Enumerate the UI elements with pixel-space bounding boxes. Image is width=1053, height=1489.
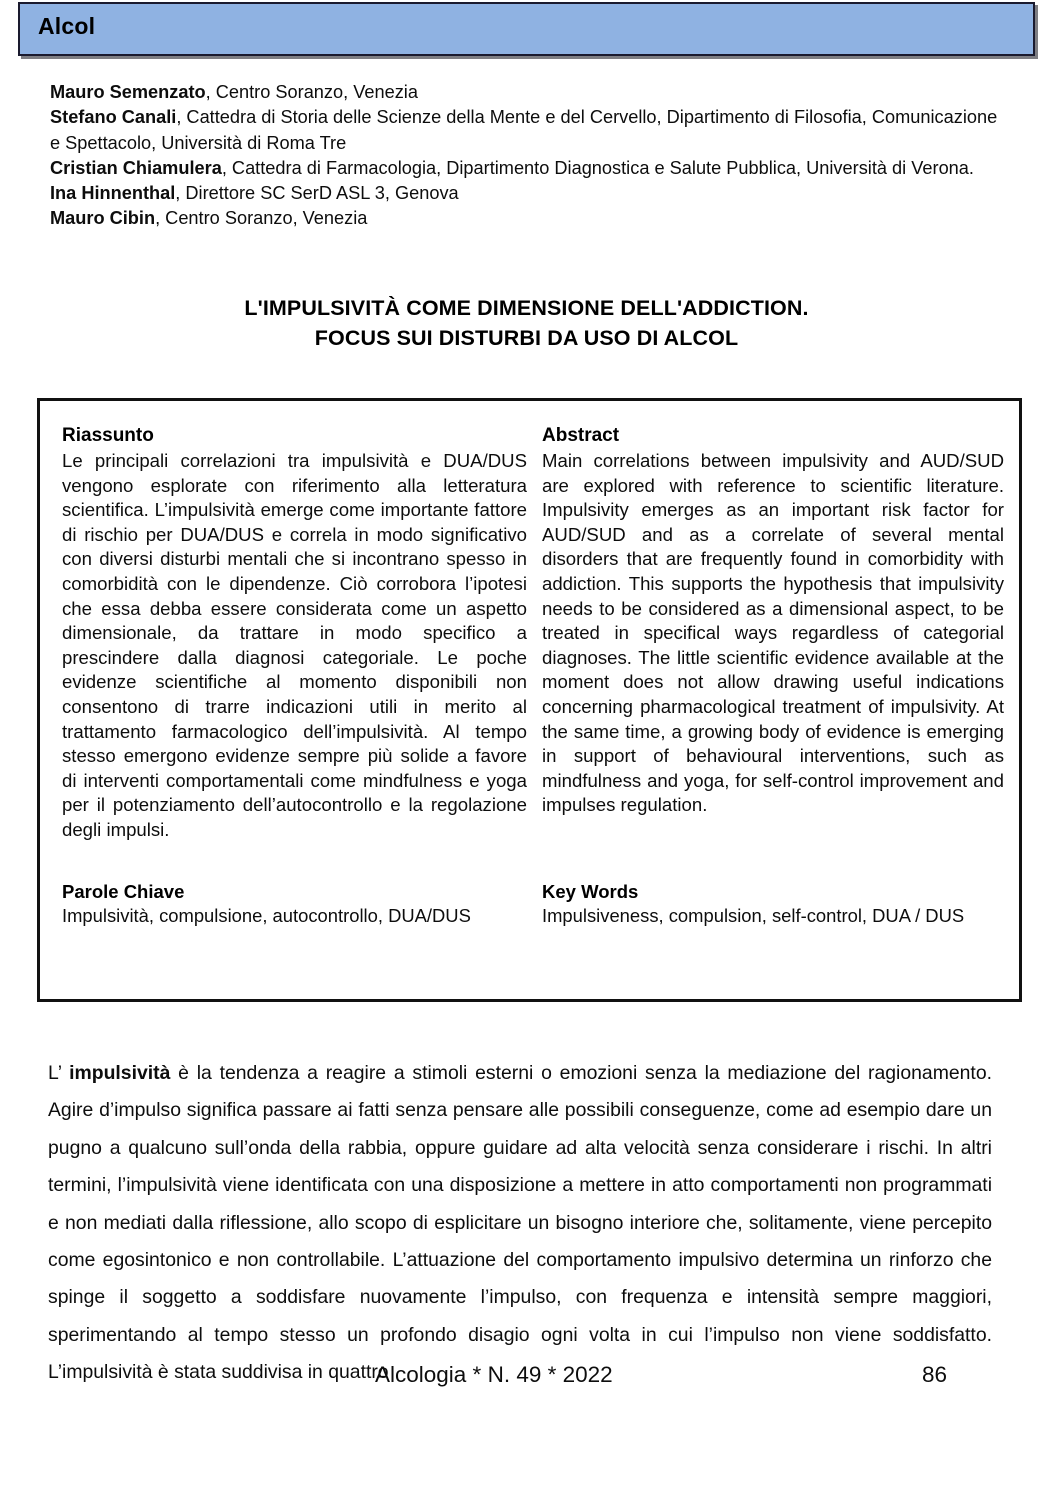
- author-affiliation: , Direttore SC SerD ASL 3, Genova: [175, 183, 459, 204]
- page-title: [0, 293, 1053, 353]
- abstract-heading: Abstract: [542, 425, 620, 446]
- section-banner: [18, 2, 1035, 56]
- section-banner-label: Alcol: [38, 13, 96, 39]
- key-words-text: Impulsiveness, compulsion, self-control, DUA / DUS: [542, 905, 965, 926]
- parole-chiave-heading: Parole Chiave: [62, 881, 185, 902]
- keywords-english: [542, 879, 1004, 928]
- abstract-text: Main correlations between impulsivity and AUD/SUD are explored with reference to scientific literature. Impulsivity emerges as an important risk factor for AUD/SUD and as a correlate of several mental disorders that are frequently found in comorbidity with addiction. This supports the hypothesis that impulsivity needs to be considered as a dimensional aspect, to be treated in specifical ways regardless of categorial diagnoses. The little scientific evidence available at the moment does not allow drawing useful indications concerning pharmacological treatment of impulsivity. At the same time, a growing body of evidence is emerging in support of behavioural interventions, such as mindfulness and yoga, for self-control improvement and impulses regulation.: [542, 450, 1004, 816]
- author-entry: [50, 206, 1010, 231]
- body-lead-in: L’: [48, 1062, 62, 1084]
- author-entry: [50, 80, 1010, 105]
- abstract-column-italian: [62, 423, 527, 843]
- body-main-text: è la tendenza a reagire a stimoli esterni o emozioni senza la mediazione del ragionamento. Agire d’impulso significa passare ai fatti senza pensare alle possibili conseguenze, come ad esempio dare un pugno a qualcuno sull’onda della rabbia, oppure guidare ad alta velocità senza considerare i rischi. In altri termini, l’impulsività viene identificata con una disposizione a mettere in atto comportamenti non programmati e non mediati dalla riflessione, allo scopo di esplicitare un bisogno interiore che, solitamente, viene percepito come egosintonico e non controllabile. L’attuazione del comportamento impulsivo determina un rinforzo che spinge il soggetto a soddisfare nuovamente l’impulso, con frequenza e intensità sempre maggiori, sperimentando al tempo stesso un profondo disagio ogni volta in cui l’impulso non viene soddisfatto. L’impulsività è stata suddivisa in quattro: [48, 1062, 992, 1384]
- author-entry: [50, 181, 1010, 206]
- keywords-italian: [62, 879, 527, 928]
- body-paragraph: [48, 1055, 992, 1392]
- author-affiliation: , Cattedra di Farmacologia, Dipartimento Diagnostica e Salute Pubblica, Università di Verona.: [221, 157, 974, 178]
- author-name: Stefano Canali: [50, 107, 177, 128]
- riassunto-heading: Riassunto: [62, 425, 154, 446]
- page-footer: [0, 1362, 1053, 1402]
- author-name: Mauro Semenzato: [50, 82, 206, 102]
- author-name: Cristian Chiamulera: [50, 157, 222, 178]
- riassunto-text: Le principali correlazioni tra impulsività e DUA/DUS vengono esplorate con riferimento alla letteratura scientifica. L’impulsività emerge come importante fattore di rischio per DUA/DUS e correla in modo significativo con diversi disturbi mentali che si incontrano spesso in comorbidità con le dipendenze. Ciò corrobora l’ipotesi che essa debba essere considerata come un aspetto dimensionale, da trattare in modo specifico a prescindere dalla diagnosi categoriale. Le poche evidenze scientifiche al momento disponibili non consentono di trarre indicazioni utili in merito al trattamento farmacologico dell’impulsività. Al tempo stesso emergono evidenze sempre più solide a favore di interventi comportamentali come mindfulness e yoga per il potenziamento dell’autocontrollo e la regolazione degli impulsi.: [62, 450, 527, 840]
- author-entry: [50, 156, 1010, 181]
- author-name: Mauro Cibin: [50, 208, 156, 229]
- footer-journal-line: Alcologia * N. 49 * 2022: [375, 1362, 613, 1387]
- footer-page-number: 86: [922, 1362, 948, 1387]
- key-words-heading: Key Words: [542, 881, 639, 902]
- page-title-line-2: FOCUS SUI DISTURBI DA USO DI ALCOL: [314, 326, 739, 350]
- author-list: [50, 80, 1010, 232]
- author-entry: [50, 105, 1010, 156]
- author-name: Ina Hinnenthal: [50, 183, 176, 204]
- page-title-line-1: L'IMPULSIVITÀ COME DIMENSIONE DELL'ADDICTION.: [244, 296, 809, 320]
- abstract-box: [37, 398, 1022, 1002]
- abstract-column-english: [542, 423, 1004, 818]
- body-lead-bold: impulsività: [69, 1062, 171, 1084]
- author-affiliation: , Centro Soranzo, Venezia: [155, 208, 368, 229]
- author-affiliation: , Centro Soranzo, Venezia: [205, 82, 418, 102]
- abstract-columns: [40, 401, 1019, 999]
- parole-chiave-text: Impulsività, compulsione, autocontrollo, DUA/DUS: [62, 905, 471, 926]
- author-affiliation: , Cattedra di Storia delle Scienze della Mente e del Cervello, Dipartimento di Filosofia, Comunicazione e Spettacolo, Università di Roma Tre: [50, 107, 998, 153]
